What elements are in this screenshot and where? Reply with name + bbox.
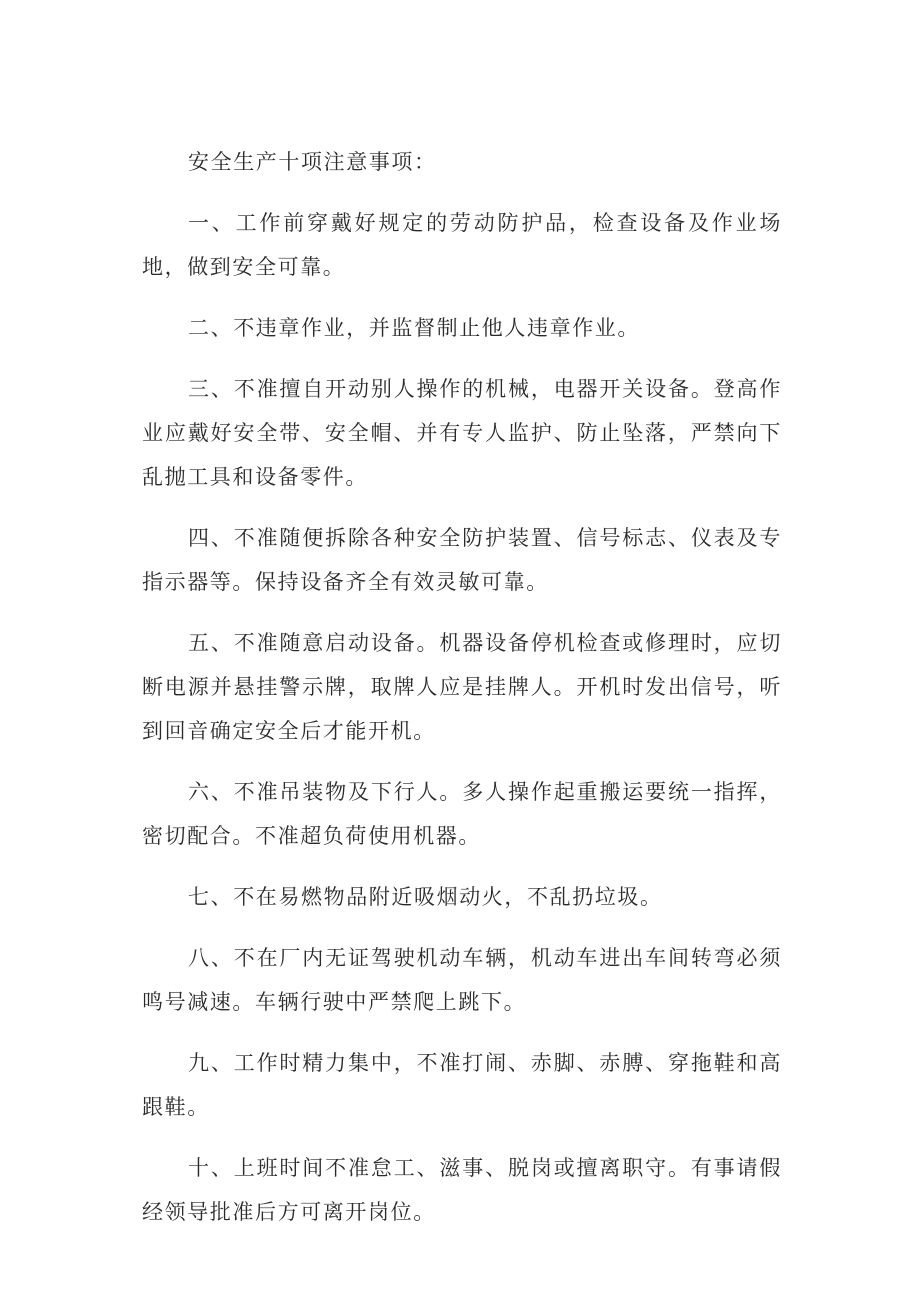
rule-item-10: 十、上班时间不准怠工、滋事、脱岗或擅离职守。有事请假经领导批准后方可离开岗位。 <box>142 1156 782 1224</box>
rule-item-1: 一、工作前穿戴好规定的劳动防护品，检查设备及作业场地，做到安全可靠。 <box>142 211 782 279</box>
document-heading: 安全生产十项注意事项： <box>188 150 437 174</box>
document-body <box>142 140 782 1251</box>
rule-item-8: 八、不在厂内无证驾驶机动车辆，机动车进出车间转弯必须鸣号减速。车辆行驶中严禁爬上跳下。 <box>142 946 782 1014</box>
rule-item-5: 五、不准随意启动设备。机器设备停机检查或修理时，应切断电源并悬挂警示牌，取牌人应是挂牌人。开机时发出信号，听到回音确定安全后才能开机。 <box>142 631 782 743</box>
rule-item-2: 二、不违章作业，并监督制止他人违章作业。 <box>188 316 640 340</box>
rule-item-3: 三、不准擅自开动别人操作的机械，电器开关设备。登高作业应戴好安全带、安全帽、并有专人监护、防止坠落，严禁向下乱抛工具和设备零件。 <box>142 377 782 489</box>
rule-item-6: 六、不准吊装物及下行人。多人操作起重搬运要统一指挥，密切配合。不准超负荷使用机器。 <box>142 780 782 848</box>
rule-item-7: 七、不在易燃物品附近吸烟动火，不乱扔垃圾。 <box>188 885 663 909</box>
rule-item-4: 四、不准随便拆除各种安全防护装置、信号标志、仪表及专指示器等。保持设备齐全有效灵敏可靠。 <box>142 526 782 594</box>
rule-item-9: 九、工作时精力集中，不准打闹、赤脚、赤膊、穿拖鞋和高跟鞋。 <box>142 1051 782 1119</box>
